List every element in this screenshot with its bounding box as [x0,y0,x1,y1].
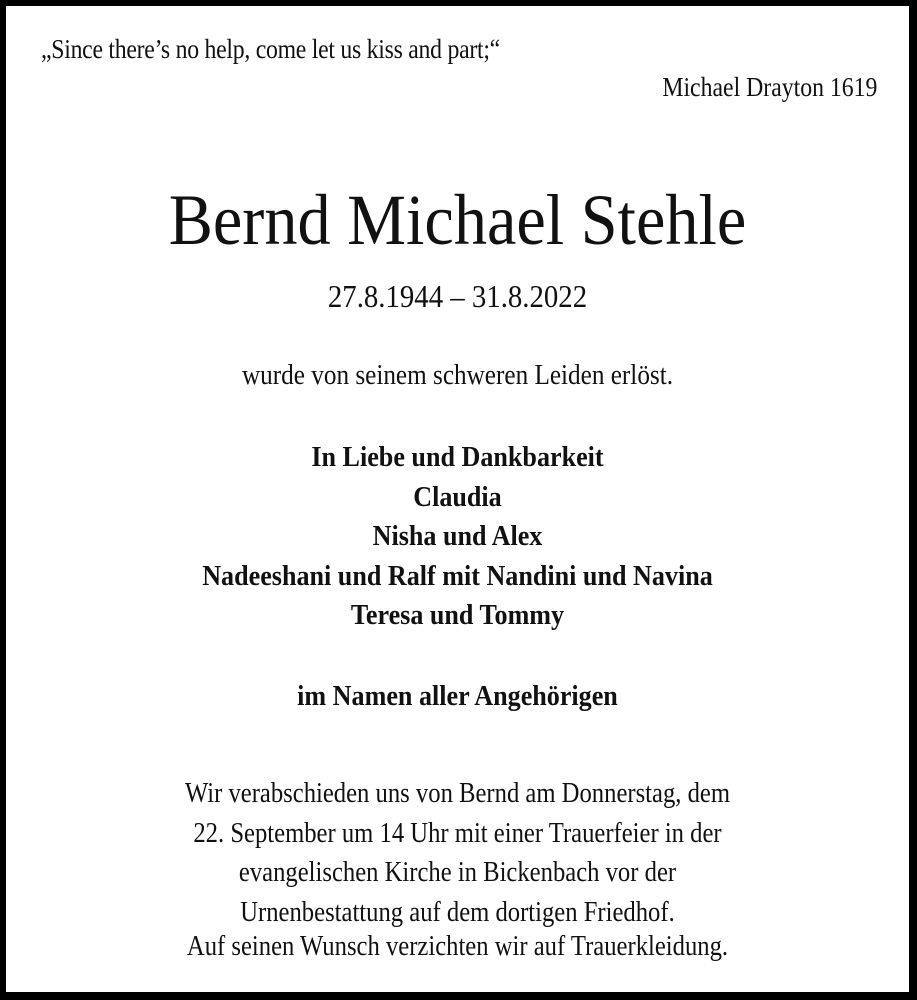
mourners-list [51,438,864,636]
mourner-line: Nadeeshani und Ralf mit Nandini und Navina [202,559,713,592]
deceased-name: Bernd Michael Stehle [168,180,747,260]
mourner-line: Nisha und Alex [372,520,543,552]
mourner-line: Claudia [413,480,502,513]
funeral-notice-line: Wir verabschieden uns von Bernd am Donnerstag, dem [184,778,731,809]
death-statement: wurde von seinem schweren Leiden erlöst. [241,360,674,391]
epigraph-quote: „Since there’s no help, come let us kiss and part;“ [41,34,500,64]
funeral-notice-line: Urnenbestattung auf dem dortigen Friedhof. [240,896,675,928]
on-behalf-line: im Namen aller Angehörigen [297,680,618,712]
funeral-notice-line: evangelischen Kirche in Bickenbach vor der [238,857,677,888]
epigraph-attribution: Michael Drayton 1619 [661,72,877,102]
life-dates: 27.8.1944 – 31.8.2022 [327,278,588,314]
obituary-notice [6,6,909,992]
mourners-intro: In Liebe und Dankbarkeit [311,441,604,473]
dress-request: Auf seinen Wunsch verzichten wir auf Trauerkleidung. [186,931,729,962]
mourner-line: Teresa und Tommy [350,599,565,631]
funeral-notice-line: 22. September um 14 Uhr mit einer Trauerfeier in der [193,817,722,849]
funeral-notice [60,774,855,932]
